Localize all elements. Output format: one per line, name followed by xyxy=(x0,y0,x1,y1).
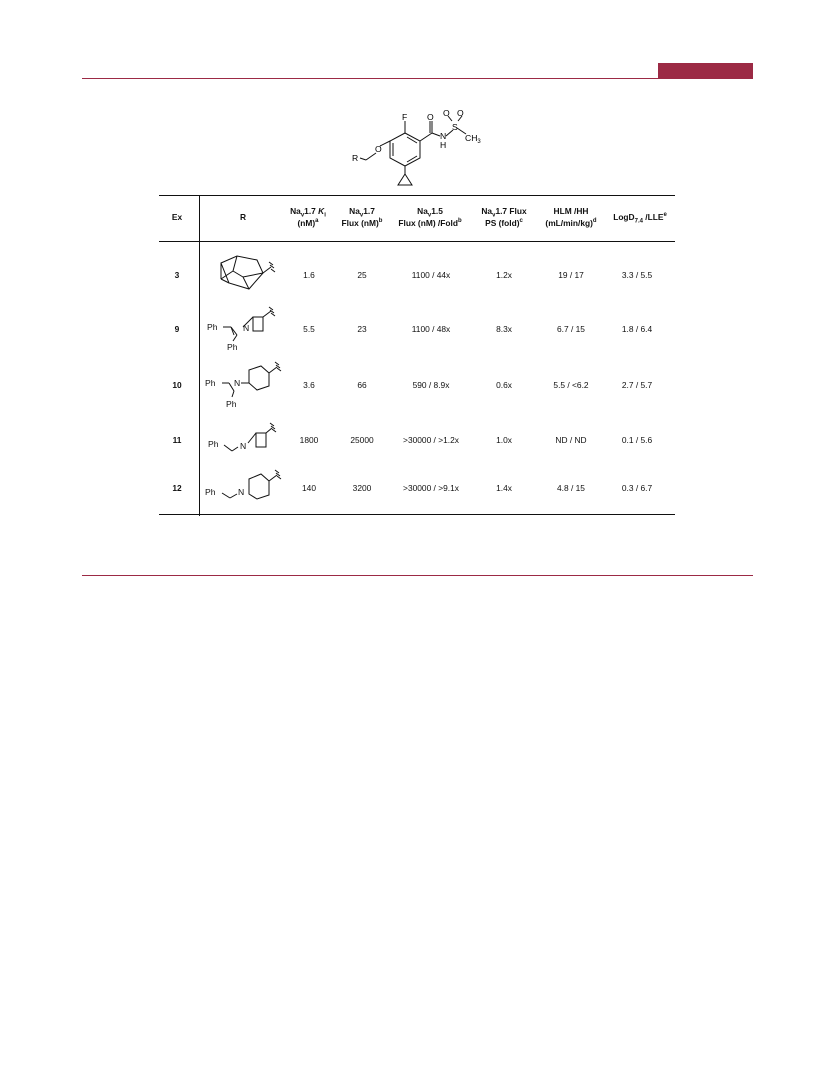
header-nav17-flux: $Na_v1.7$ Flux (nM)$^b$ xyxy=(341,206,383,228)
row-12-hlm: 4.8 / 15 xyxy=(557,483,585,493)
header-nav17-ki: $Na_v1.7$ $K_i$ (nM)$^a$ xyxy=(290,206,326,228)
table-bottom-rule xyxy=(159,514,675,515)
atom-s: S xyxy=(452,122,458,132)
atom-n: N xyxy=(440,131,447,141)
row-9-flux: 23 xyxy=(357,324,367,334)
footer-rule xyxy=(82,575,753,576)
row-11-flux: 25000 xyxy=(350,435,374,445)
row-12-nav15: >30000 / >9.1x xyxy=(403,483,459,493)
header-accent-tab xyxy=(658,63,753,78)
row-11-ki: 1800 xyxy=(299,435,319,445)
row-3-logd: 3.3 / 5.5 xyxy=(621,270,653,280)
row-3-ex: 3 xyxy=(174,270,180,280)
row-3-ps: 1.2x xyxy=(496,270,512,280)
row-10-r-ph1: Ph xyxy=(205,378,216,388)
atom-o-sulfonyl-2: O xyxy=(457,108,464,118)
row-11-r-n: N xyxy=(240,441,247,451)
scaffold-structure xyxy=(340,108,490,194)
table-column-divider xyxy=(199,195,200,516)
row-11-logd: 0.1 / 5.6 xyxy=(621,435,653,445)
row-9-ps: 8.3x xyxy=(496,324,512,334)
row-3-flux: 25 xyxy=(357,270,367,280)
row-10-r-ph2: Ph xyxy=(226,399,237,409)
sar-table xyxy=(159,195,675,516)
header-nav17-ps: $Na_v1.7$ Flux PS (fold)$^c$ xyxy=(481,206,527,228)
row-11-r-ph: Ph xyxy=(208,439,219,449)
row-3-ki: 1.6 xyxy=(303,270,315,280)
row-10-ps: 0.6x xyxy=(496,380,512,390)
atom-r: R xyxy=(352,153,359,163)
atom-o-carbonyl: O xyxy=(427,112,434,122)
row-12-ki: 140 xyxy=(302,483,316,493)
table-header-rule xyxy=(159,241,675,242)
row-9-r-ph2: Ph xyxy=(227,342,238,352)
atom-o-sulfonyl-1: O xyxy=(443,108,450,118)
header-hlm-hh: HLM /HH $(mL/\min/kg)^d$ xyxy=(545,206,597,228)
row-10-ex: 10 xyxy=(172,380,182,390)
header-ex: Ex xyxy=(171,212,183,222)
row-10-hlm: 5.5 / <6.2 xyxy=(553,380,589,390)
row-9-nav15: 1100 / 48x xyxy=(411,324,451,334)
atom-o-ether: O xyxy=(375,144,382,154)
row-10-ki: 3.6 xyxy=(303,380,315,390)
row-9-logd: 1.8 / 6.4 xyxy=(621,324,653,334)
row-12-ps: 1.4x xyxy=(496,483,512,493)
row-9-r-n: N xyxy=(243,323,250,333)
row-12-ex: 12 xyxy=(172,483,182,493)
row-3-hlm: 19 / 17 xyxy=(558,270,584,280)
row-11-hlm: ND / ND xyxy=(555,435,587,445)
header-rule xyxy=(82,78,753,79)
table-top-rule xyxy=(159,195,675,196)
row-9-hlm: 6.7 / 15 xyxy=(557,324,585,334)
row-10-nav15: 590 / 8.9x xyxy=(412,380,450,390)
row-3-nav15: 1100 / 44x xyxy=(411,270,451,280)
row-10-logd: 2.7 / 5.7 xyxy=(621,380,653,390)
header-logd-lle: LogD$_{7.4}$ /LLE$^e$ xyxy=(613,212,667,225)
row-11-ex: 11 xyxy=(172,435,182,445)
row-10-r-n: N xyxy=(234,378,241,388)
header-nav15-flux-fold: $Na_v1.5$ Flux (nM) /Fold$^b$ xyxy=(398,206,462,228)
row-12-flux: 3200 xyxy=(352,483,372,493)
atom-h: H xyxy=(440,140,447,150)
row-9-ki: 5.5 xyxy=(303,324,315,334)
row-12-r-n: N xyxy=(238,487,245,497)
row-10-flux: 66 xyxy=(357,380,367,390)
row-11-ps: 1.0x xyxy=(496,435,512,445)
header-r: R xyxy=(239,212,247,222)
atom-f: F xyxy=(402,112,408,122)
atom-ch3: $CH_3$ xyxy=(465,133,481,145)
row-9-r-ph1: Ph xyxy=(207,322,218,332)
row-9-ex: 9 xyxy=(174,324,180,334)
row-12-logd: 0.3 / 6.7 xyxy=(621,483,653,493)
row-11-nav15: >30000 / >1.2x xyxy=(403,435,459,445)
row-12-r-ph: Ph xyxy=(205,487,216,497)
